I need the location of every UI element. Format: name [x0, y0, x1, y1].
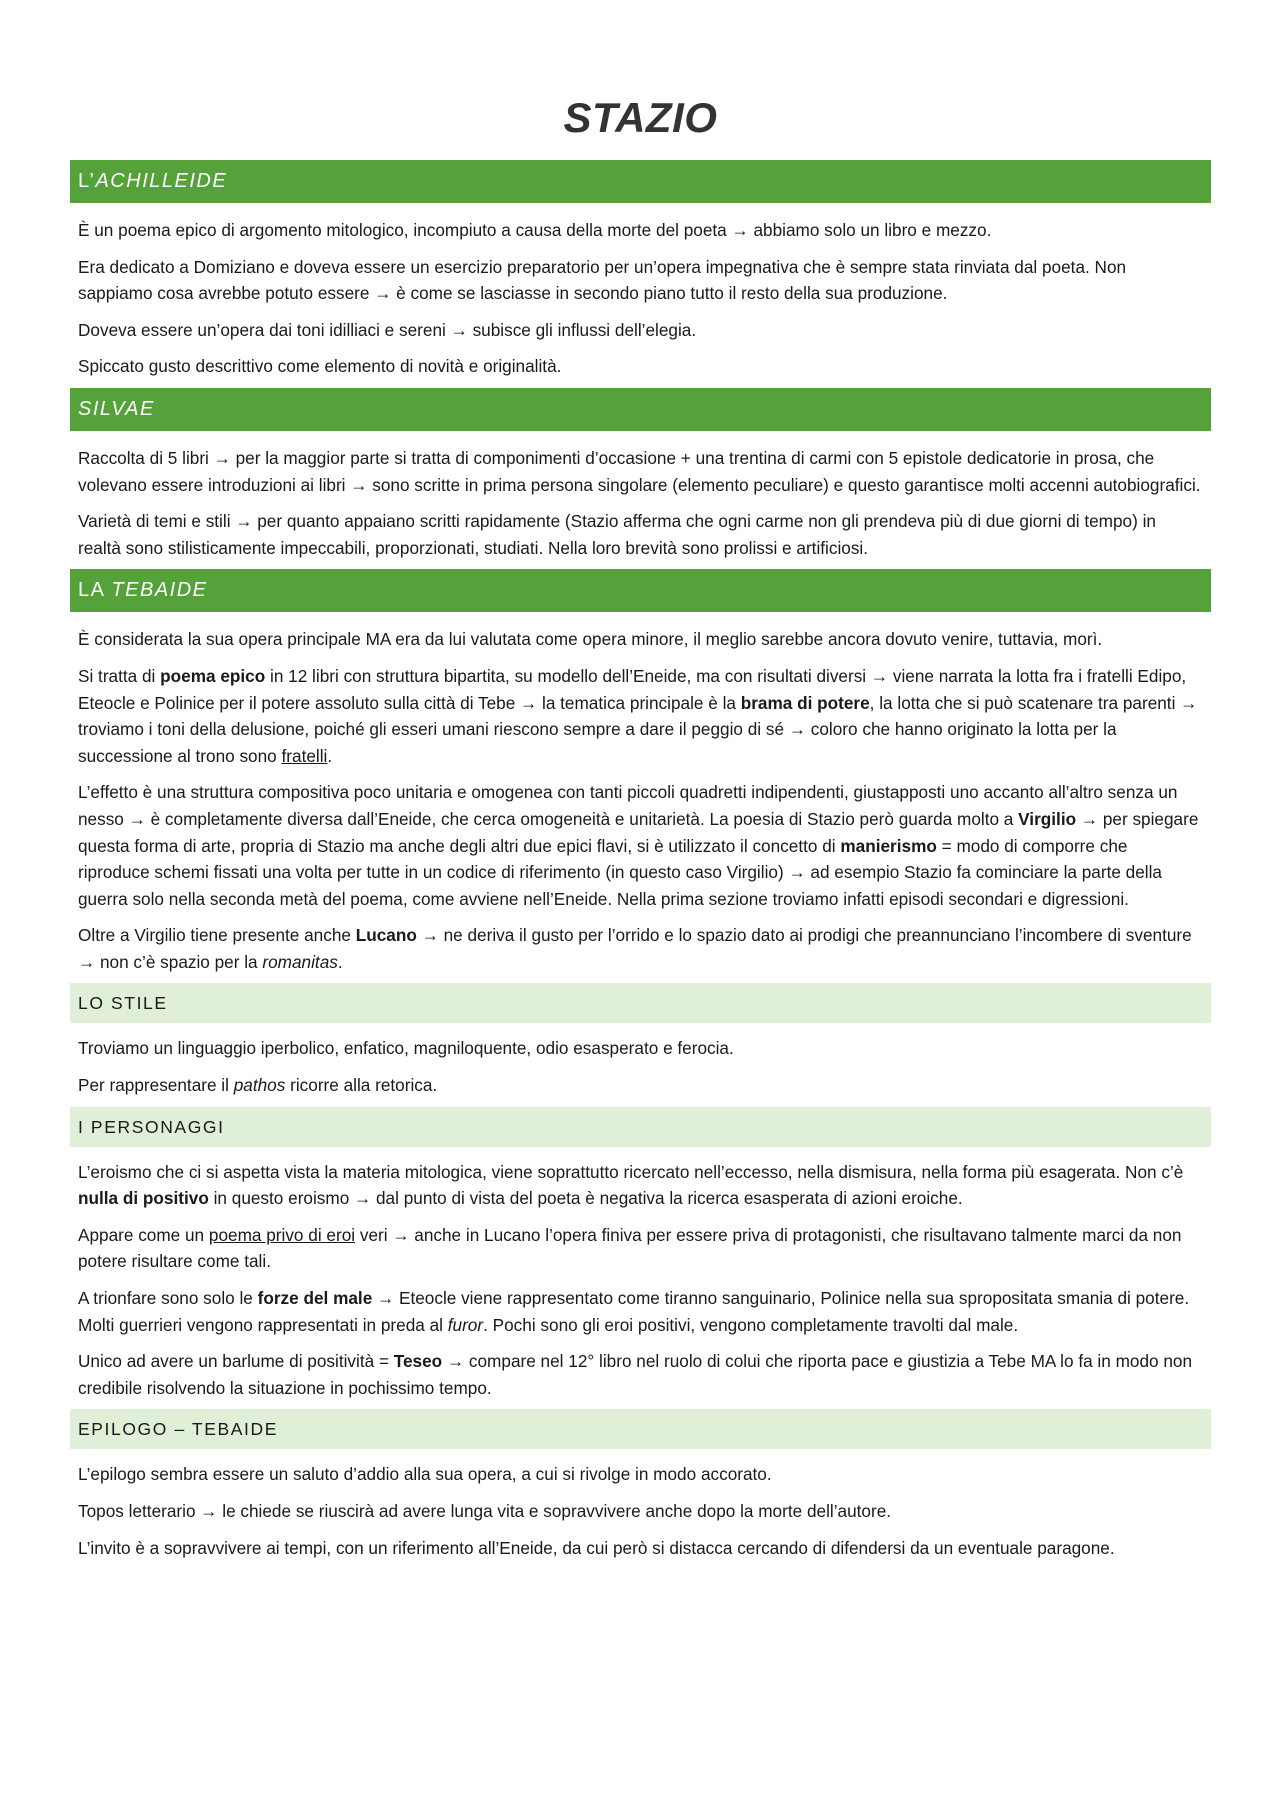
- paragraph: Oltre a Virgilio tiene presente anche Lucano → ne deriva il gusto per l’orrido e lo spazio dato ai prodigi che preannunciano l’incombere di sventure → non c’è spazio per la romanitas.: [78, 925, 1192, 972]
- bold-term: Teseo: [393, 1351, 443, 1372]
- paragraph: Troviamo un linguaggio iperbolico, enfatico, magniloquente, odio esasperato e ferocia.: [78, 1038, 734, 1059]
- heading-italic: SILVAE: [78, 397, 155, 420]
- heading-italic: ACHILLEIDE: [95, 170, 228, 192]
- paragraph: L’eroismo che ci si aspetta vista la materia mitologica, viene soprattutto ricercato nell’eccesso, nella dismisura, nella forma più esagerata. Non c’è nulla di positivo in questo eroismo → dal punto di vista del poeta è negativa la ricerca esasperata di azioni eroiche.: [78, 1161, 1184, 1209]
- bold-term: nulla di positivo: [78, 1188, 209, 1209]
- italic-term: pathos: [233, 1075, 286, 1096]
- italic-term: furor: [447, 1314, 484, 1335]
- underlined-term: fratelli: [281, 745, 328, 766]
- paragraph: Topos letterario → le chiede se riuscirà ad avere lunga vita e sopravvivere anche dopo la morte dell’autore.: [78, 1501, 892, 1521]
- paragraph: Spiccato gusto descrittivo come elemento di novità e originalità.: [78, 356, 562, 377]
- paragraph: È considerata la sua opera principale MA era da lui valutata come opera minore, il meglio sarebbe ancora dovuto venire, tuttavia, morì.: [78, 629, 1103, 650]
- bold-term: poema epico: [160, 665, 266, 686]
- paragraph: Si tratta di poema epico in 12 libri con struttura bipartita, su modello dell’Eneide, ma con risultati diversi → viene narrata la lotta fra i fratelli Edipo, Eteocle e Polinice per il potere assoluto sulla città di Tebe → la tematica principale è la brama di potere, la lotta che si può scatenare tra parenti → troviamo i toni della delusione, poiché gli esseri umani riescono sempre a dare il peggio di sé → coloro che hanno originato la lotta per la successione al trono sono fratelli.: [78, 665, 1198, 766]
- section-heading-achilleide: [70, 160, 1211, 203]
- heading-prefix: LA: [78, 579, 112, 602]
- paragraph: A trionfare sono solo le forze del male → Eteocle viene rappresentato come tiranno sanguinario, Polinice nella sua spropositata smania di potere. Molti guerrieri vengono rappresentati in preda al furor. Pochi sono gli eroi positivi, vengono completamente travolti dal male.: [78, 1288, 1190, 1335]
- bold-term: Virgilio: [1018, 808, 1077, 829]
- heading-prefix: L’: [78, 170, 96, 192]
- underlined-term: poema privo di eroi: [208, 1224, 356, 1245]
- subsection-heading-stile: LO STILE: [70, 983, 1211, 1023]
- paragraph: Era dedicato a Domiziano e doveva essere un esercizio preparatorio per un’opera impegnativa che è sempre stata rinviata dal poeta. Non sappiamo cosa avrebbe potuto essere → è come se lasciasse in secondo piano tutto il resto della sua produzione.: [78, 256, 1127, 304]
- paragraph: Doveva essere un’opera dai toni idilliaci e sereni → subisce gli influssi dell’elegia.: [78, 319, 697, 340]
- paragraph: L’epilogo sembra essere un saluto d’addio alla sua opera, a cui si rivolge in modo accorato.: [78, 1464, 772, 1485]
- section-heading-silvae: [70, 388, 1211, 431]
- heading-italic: TEBAIDE: [111, 579, 208, 602]
- paragraph: L’effetto è una struttura compositiva poco unitaria e omogenea con tanti piccoli quadretti indipendenti, giustapposti uno accanto all’altro senza un nesso → è completamente diversa dall’Eneide, che cerca omogeneità e unitarietà. La poesia di Stazio però guarda molto a Virgilio → per spiegare questa forma di arte, propria di Stazio ma anche degli altri due epici flavi, si è utilizzato il concetto di manierismo = modo di comporre che riproduce schemi fissati una volta per tutte in un codice di riferimento (in questo caso Virgilio) → ad esempio Stazio fa cominciare la parte della guerra solo nella seconda metà del poema, come avviene nell’Eneide. Nella prima sezione troviamo infatti episodi secondari e digressioni.: [78, 782, 1199, 909]
- bold-term: forze del male: [257, 1288, 373, 1309]
- paragraph: Per rappresentare il pathos ricorre alla retorica.: [78, 1075, 438, 1096]
- paragraph: Raccolta di 5 libri → per la maggior parte si tratta di componimenti d’occasione + una trentina di carmi con 5 epistole dedicatorie in prosa, che volevano essere introduzioni ai libri → sono scritte in prima persona singolare (elemento peculiare) e questo garantisce molti accenni autobiografici.: [78, 447, 1201, 495]
- subsection-heading-epilogo: EPILOGO – TEBAIDE: [70, 1409, 1211, 1449]
- paragraph: Appare come un poema privo di eroi veri → anche in Lucano l’opera finiva per essere priva di protagonisti, che risultavano talmente marci da non potere risultare come tali.: [78, 1224, 1182, 1272]
- paragraph: È un poema epico di argomento mitologico, incompiuto a causa della morte del poeta → abbiamo solo un libro e mezzo.: [78, 220, 992, 240]
- document-page: [70, 88, 1211, 1571]
- paragraph: Varietà di temi e stili → per quanto appaiano scritti rapidamente (Stazio afferma che ogni carme non gli prendeva più di due giorni di tempo) in realtà sono stilisticamente impeccabili, proporzionati, studiati. Nella loro brevità sono prolissi e artificiosi.: [78, 511, 1156, 558]
- subsection-heading-personaggi: I PERSONAGGI: [70, 1107, 1211, 1147]
- paragraph: L’invito è a sopravvivere ai tempi, con un riferimento all’Eneide, da cui però si distacca cercando di difendersi da un eventuale paragone.: [78, 1537, 1115, 1558]
- italic-term: romanitas: [262, 951, 338, 972]
- bold-term: brama di potere: [740, 692, 870, 713]
- section-heading-tebaide: [70, 569, 1211, 612]
- page-title: STAZIO: [563, 94, 718, 141]
- bold-term: Lucano: [355, 925, 417, 946]
- paragraph: Unico ad avere un barlume di positività = Teseo → compare nel 12° libro nel ruolo di colui che riporta pace e giustizia a Tebe MA lo fa in modo non credibile risolvendo la situazione in pochissimo tempo.: [78, 1351, 1193, 1398]
- bold-term: manierismo: [840, 835, 937, 856]
